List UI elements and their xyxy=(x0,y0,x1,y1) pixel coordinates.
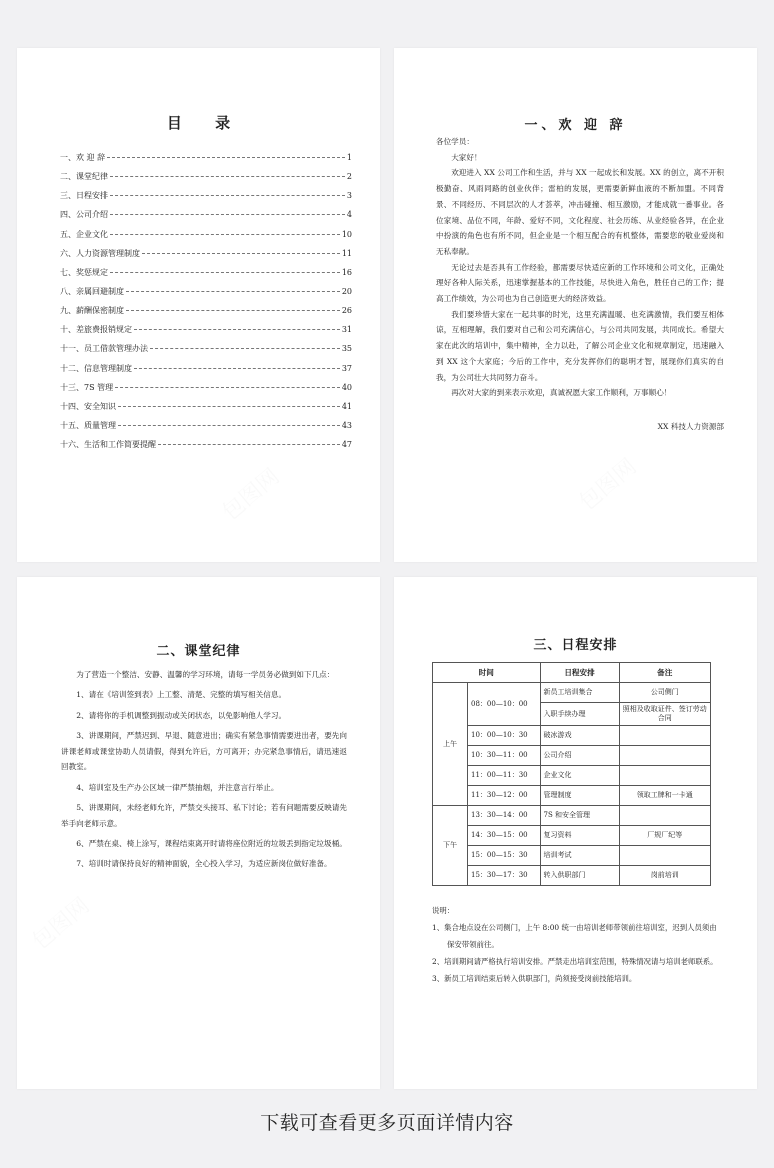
toc-leader xyxy=(115,387,340,388)
toc-item-page: 40 xyxy=(341,382,352,392)
schedule-notes xyxy=(432,902,722,987)
toc-leader xyxy=(110,176,345,177)
table-row xyxy=(433,846,711,866)
notes-title: 说明： xyxy=(432,906,455,915)
rule: 7、培训时请保持良好的精神面貌，全心投入学习，为适应新岗位做好准备。 xyxy=(76,859,332,869)
toc-item-page: 35 xyxy=(341,344,352,354)
toc-item xyxy=(60,148,352,167)
toc-item-label: 四、公司介绍 xyxy=(60,210,108,220)
watermark xyxy=(215,460,285,526)
toc-item xyxy=(60,416,352,435)
toc-item-page: 37 xyxy=(341,363,352,373)
note-item: 1、集合地点设在公司侧门，上午 8:00 统一由培训老师带领前往培训室，迟到人员须由保安带领前往。 xyxy=(432,923,717,949)
item-cell: 培训考试 xyxy=(540,846,619,866)
note-cell: 照相及收取证件、签订劳动合同 xyxy=(619,703,711,726)
item-cell: 企业文化 xyxy=(540,766,619,786)
rule: 4、培训室及生产办公区域一律严禁抽烟，并注意言行举止。 xyxy=(76,782,279,792)
toc-item xyxy=(60,282,352,301)
header-item: 日程安排 xyxy=(540,663,619,683)
rule: 5、讲课期间，未经老师允许，严禁交头接耳、私下讨论；若有问题需要反映请先举手向老师示意。 xyxy=(61,802,347,828)
table-row xyxy=(433,683,711,703)
toc-item-label: 八、亲属回避制度 xyxy=(60,287,124,297)
toc-leader xyxy=(126,310,340,311)
paragraph: 欢迎进入 XX 公司工作和生活，并与 XX 一起成长和发展。XX 的创立，离不开积极勤奋、风雨同路的创业伙伴；雷柏的发展，更需要新鲜血液的不断加盟。不同背景、不同经历、不同层次的人才荟萃，冲击碰撞、相互激励，才能成就一番事业。各位家境、品位不同，年龄、爱好不同，文化程度、社会历练、从业经验各异，在企业中扮演的角色也有所不同，但企业是一个相互配合的有机整体，需要您的敬业爱岗和无私奉献。 xyxy=(436,168,724,256)
item-cell: 管理制度 xyxy=(540,786,619,806)
page-title: 目 录 xyxy=(166,114,245,132)
watermark xyxy=(25,889,95,955)
toc-item-label: 九、薪酬保密制度 xyxy=(60,306,124,316)
toc-item-label: 十一、员工借款管理办法 xyxy=(60,344,148,354)
note-cell xyxy=(619,806,711,826)
toc-leader xyxy=(118,425,340,426)
toc-item-label: 十二、信息管理制度 xyxy=(60,363,132,373)
toc-item-page: 20 xyxy=(341,287,352,297)
note-cell xyxy=(619,746,711,766)
note-cell xyxy=(619,766,711,786)
toc-item-page: 16 xyxy=(341,267,352,277)
note-cell: 领取工牌和一卡通 xyxy=(619,786,711,806)
toc-leader xyxy=(142,253,340,254)
toc-item xyxy=(60,263,352,282)
toc-item-page: 43 xyxy=(341,421,352,431)
discipline-body xyxy=(61,667,347,876)
toc-item-page: 26 xyxy=(341,306,352,316)
toc-item-page: 31 xyxy=(341,325,352,335)
toc-leader xyxy=(110,195,345,196)
toc-item-label: 五、企业文化 xyxy=(60,229,108,239)
paragraph: 无论过去是否具有工作经验，都需要尽快适应新的工作环境和公司文化，正确处理好各种人际关系，迅速掌握基本的工作技能，尽快进入角色，胜任自己的工作；提高工作绩效，为公司也为自己创造更大的经济效益。 xyxy=(436,262,724,304)
toc-item xyxy=(60,397,352,416)
toc-item-label: 三、日程安排 xyxy=(60,191,108,201)
table-row xyxy=(433,806,711,826)
salutation: 各位学员： xyxy=(436,137,474,146)
page-title: 三、日程安排 xyxy=(533,638,618,653)
toc-leader xyxy=(150,348,340,349)
discipline-page xyxy=(17,577,380,1089)
header-note: 备注 xyxy=(619,663,711,683)
toc-item-page: 41 xyxy=(341,401,352,411)
paragraph: 再次对大家的到来表示欢迎，真诚祝愿大家工作顺利，万事顺心！ xyxy=(451,388,672,398)
toc-item xyxy=(60,339,352,358)
toc-item-label: 十三、7S 管理 xyxy=(60,382,114,392)
header-time: 时间 xyxy=(433,663,541,683)
item-cell: 公司介绍 xyxy=(540,746,619,766)
table-row xyxy=(433,826,711,846)
welcome-body xyxy=(436,134,724,435)
toc-leader xyxy=(158,444,340,445)
item-cell: 新员工培训集合 xyxy=(540,683,619,703)
rule: 6、严禁在桌、椅上涂写，课程结束离开时请将座位附近的垃圾丢到指定垃圾桶。 xyxy=(76,838,347,848)
toc-item xyxy=(60,225,352,244)
table-row xyxy=(433,786,711,806)
note-cell: 厂规厂纪等 xyxy=(619,826,711,846)
toc-item-page: 4 xyxy=(346,210,352,220)
time-cell: 15：30—17：30 xyxy=(468,866,541,886)
toc-item xyxy=(60,205,352,224)
toc-item-label: 十五、质量管理 xyxy=(60,421,116,431)
welcome-page xyxy=(394,48,757,562)
toc-item-label: 十六、生活和工作简要提醒 xyxy=(60,440,156,450)
toc-item xyxy=(60,320,352,339)
toc-item-label: 六、人力资源管理制度 xyxy=(60,248,140,258)
time-cell: 10：30—11：00 xyxy=(468,746,541,766)
time-cell: 10：00—10：30 xyxy=(468,726,541,746)
toc-list xyxy=(60,148,352,454)
note-item: 2、培训期间请严格执行培训安排。严禁走出培训室范围，特殊情况请与培训老师联系。 xyxy=(432,957,718,966)
intro: 为了营造一个整洁、安静、温馨的学习环境，请每一学员务必做到如下几点： xyxy=(76,670,335,679)
toc-item-page: 47 xyxy=(341,440,352,450)
toc-item-page: 1 xyxy=(346,153,352,163)
toc-item xyxy=(60,378,352,397)
watermark xyxy=(572,450,642,516)
note-cell xyxy=(619,846,711,866)
period-morning: 上午 xyxy=(433,683,468,806)
toc-item-label: 十、差旅费报销规定 xyxy=(60,325,132,335)
toc-leader xyxy=(110,234,340,235)
rule: 2、请将你的手机调整到振动或关闭状态，以免影响他人学习。 xyxy=(76,710,287,720)
toc-item-label: 七、奖惩规定 xyxy=(60,267,108,277)
time-cell: 14：30—15：00 xyxy=(468,826,541,846)
toc-leader xyxy=(107,157,345,158)
toc-leader xyxy=(110,272,340,273)
page-title: 一、欢 迎 辞 xyxy=(524,118,627,133)
toc-item xyxy=(60,435,352,454)
table-row xyxy=(433,726,711,746)
page-title: 二、课堂纪律 xyxy=(156,644,241,659)
toc-item xyxy=(60,359,352,378)
time-cell: 08：00—10：00 xyxy=(468,683,541,726)
time-cell: 11：30—12：00 xyxy=(468,786,541,806)
item-cell: 转入供职部门 xyxy=(540,866,619,886)
time-cell: 13：30—14：00 xyxy=(468,806,541,826)
toc-leader xyxy=(134,329,340,330)
schedule-page xyxy=(394,577,757,1089)
note-cell xyxy=(619,726,711,746)
toc-item-page: 11 xyxy=(341,248,352,258)
rule: 3、讲课期间，严禁迟到、早退、随意进出；确实有紧急事情需要进出者，要先向讲课老师或课堂协助人员请假，得到允许后，方可离开；办完紧急事情后，请迅速返回教室。 xyxy=(61,730,347,772)
greeting: 大家好！ xyxy=(451,152,482,162)
toc-item xyxy=(60,167,352,186)
toc-item-label: 二、课堂纪律 xyxy=(60,172,108,182)
note-cell: 公司侧门 xyxy=(619,683,711,703)
item-cell: 破冰游戏 xyxy=(540,726,619,746)
toc-leader xyxy=(118,406,340,407)
table-row xyxy=(433,866,711,886)
item-cell: 复习资料 xyxy=(540,826,619,846)
table-row xyxy=(433,746,711,766)
toc-item xyxy=(60,186,352,205)
toc-item-label: 十四、安全知识 xyxy=(60,401,116,411)
note-item: 3、新员工培训结束后转入供职部门，尚须接受岗前技能培训。 xyxy=(432,974,637,983)
toc-leader xyxy=(126,291,340,292)
paragraph: 我们要珍惜大家在一起共事的时光，这里充满温暖、也充满激情，我们要互相体谅，互相理解，我们要对自己和公司充满信心，与公司共同发展，共同成长。希望大家在此次的培训中，集中精神，全力以赴，了解公司企业文化和规章制定，迅速融入到 XX 这个大家庭；今后的工作中，充分发挥你们的聪明才智，展现你们真实的自我，为公司壮大共同努力奋斗。 xyxy=(436,309,724,382)
schedule-table xyxy=(432,662,711,886)
toc-item-page: 10 xyxy=(341,229,352,239)
table-row xyxy=(433,766,711,786)
toc-page xyxy=(17,48,380,562)
toc-item xyxy=(60,244,352,263)
signature: XX 科技人力资源部 xyxy=(657,421,724,431)
download-prompt[interactable]: 下载可查看更多页面详情内容 xyxy=(260,1112,514,1134)
toc-item-page: 2 xyxy=(346,172,352,182)
toc-leader xyxy=(134,368,340,369)
rule: 1、请在《培训签到表》上工整、清楚、完整的填写相关信息。 xyxy=(76,690,287,700)
toc-leader xyxy=(110,214,345,215)
note-cell: 岗前培训 xyxy=(619,866,711,886)
toc-item xyxy=(60,301,352,320)
item-cell: 7S 和安全管理 xyxy=(540,806,619,826)
time-cell: 11：00—11：30 xyxy=(468,766,541,786)
item-cell: 入职手续办理 xyxy=(540,703,619,726)
time-cell: 15：00—15：30 xyxy=(468,846,541,866)
period-afternoon: 下午 xyxy=(433,806,468,886)
toc-item-label: 一、欢 迎 辞 xyxy=(60,153,106,163)
table-header-row xyxy=(433,663,711,683)
toc-item-page: 3 xyxy=(346,191,352,201)
